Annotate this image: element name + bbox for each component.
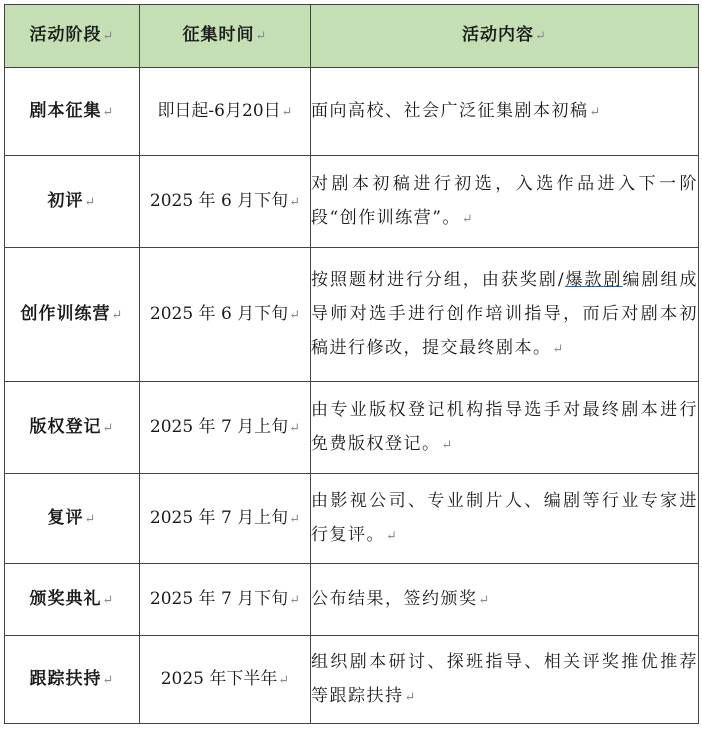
header-stage: 活动阶段↵ (5, 5, 140, 68)
content-cell: 公布结果，签约颁奖↵ (311, 564, 699, 636)
table-header-row (5, 5, 699, 68)
paragraph-mark: ↵ (102, 29, 115, 44)
table-row (5, 248, 699, 382)
time-cell: 即日起-6月20日↵ (140, 68, 311, 156)
content-cell: 组织剧本研讨、探班指导、相关评奖推优推荐等跟踪扶持↵ (311, 636, 699, 724)
activity-schedule-table (4, 4, 699, 724)
time-cell: 2025 年 6 月下旬↵ (140, 156, 311, 248)
paragraph-mark: ↵ (255, 29, 268, 44)
content-cell: 按照题材进行分组，由获奖剧/爆款剧编剧组成导师对选手进行创作培训指导，而后对剧本初稿进行修改，提交最终剧本。↵ (311, 248, 699, 382)
stage-cell: 版权登记↵ (5, 382, 140, 474)
table-row (5, 68, 699, 156)
time-cell: 2025 年 6 月下旬↵ (140, 248, 311, 382)
stage-cell: 创作训练营↵ (5, 248, 140, 382)
header-content: 活动内容↵ (311, 5, 699, 68)
stage-cell: 跟踪扶持↵ (5, 636, 140, 724)
stage-cell: 剧本征集↵ (5, 68, 140, 156)
stage-cell: 复评↵ (5, 474, 140, 564)
time-cell: 2025 年 7 月上旬↵ (140, 382, 311, 474)
table-row (5, 382, 699, 474)
content-cell: 由影视公司、专业制片人、编剧等行业专家进行复评。↵ (311, 474, 699, 564)
header-time: 征集时间↵ (140, 5, 311, 68)
table-row (5, 564, 699, 636)
time-cell: 2025 年 7 月上旬↵ (140, 474, 311, 564)
time-cell: 2025 年下半年↵ (140, 636, 311, 724)
time-cell: 2025 年 7 月下旬↵ (140, 564, 311, 636)
table-row (5, 474, 699, 564)
table-row (5, 156, 699, 248)
paragraph-mark: ↵ (535, 29, 547, 44)
stage-cell: 颁奖典礼↵ (5, 564, 140, 636)
table-row (5, 636, 699, 724)
content-cell: 面向高校、社会广泛征集剧本初稿↵ (311, 68, 699, 156)
stage-cell: 初评↵ (5, 156, 140, 248)
content-cell: 由专业版权登记机构指导选手对最终剧本进行免费版权登记。↵ (311, 382, 699, 474)
content-cell: 对剧本初稿进行初选，入选作品进入下一阶段“创作训练营”。↵ (311, 156, 699, 248)
underlined-text: 爆款剧 (565, 269, 623, 290)
